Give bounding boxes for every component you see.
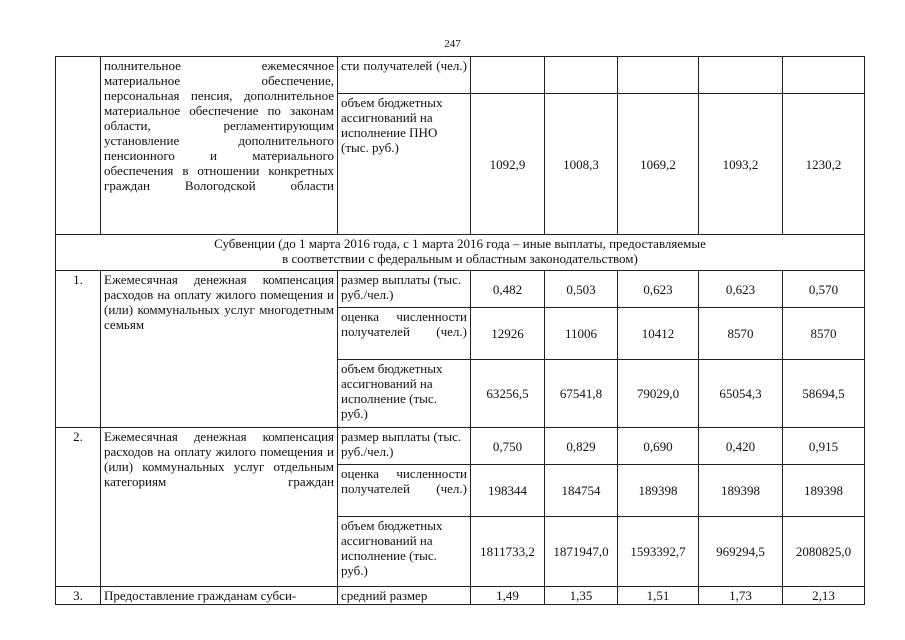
value-cell: 1069,2 [618, 94, 699, 235]
table-row [56, 57, 865, 94]
item-description: Предоставление гражданам субси- [101, 587, 338, 605]
value-cell: 1093,2 [699, 94, 783, 235]
value-cell: 1,49 [471, 587, 545, 605]
value-cell: 189398 [699, 465, 783, 517]
value-cell: 1008,3 [545, 94, 618, 235]
item-index: 3. [56, 587, 101, 605]
table-row [56, 587, 865, 605]
value-cell: 2,13 [783, 587, 865, 605]
value-cell: 0,915 [783, 428, 865, 465]
value-cell: 8570 [699, 308, 783, 360]
section-header-line-2: в соответствии с федеральным и областным законодательством) [282, 251, 638, 266]
value-cell: 8570 [783, 308, 865, 360]
item-index: 2. [56, 428, 101, 587]
table-row [56, 428, 865, 465]
value-cell: 10412 [618, 308, 699, 360]
value-cell: 0,690 [618, 428, 699, 465]
value-cell: 58694,5 [783, 360, 865, 428]
value-cell: 1871947,0 [545, 517, 618, 587]
value-cell: 1230,2 [783, 94, 865, 235]
page-number: 247 [444, 38, 461, 50]
indicator-label: объем бюджетных ассигнований на исполнение (тыс. руб.) [338, 360, 471, 428]
indicator-label: объем бюджетных ассигнований на исполнение ПНО (тыс. руб.) [338, 94, 471, 235]
value-cell: 0,623 [699, 271, 783, 308]
value-cell: 65054,3 [699, 360, 783, 428]
value-cell: 1593392,7 [618, 517, 699, 587]
value-cell: 0,503 [545, 271, 618, 308]
value-cell: 0,420 [699, 428, 783, 465]
indicator-label: размер выплаты (тыс. руб./чел.) [338, 428, 471, 465]
value-cell: 11006 [545, 308, 618, 360]
value-cell: 184754 [545, 465, 618, 517]
budget-table [55, 56, 865, 605]
item-description: Ежемесячная денежная компенсация расходов на оплату жилого помещения и (или) коммунальных услуг отдельным категориям граждан [101, 428, 338, 587]
value-cell: 1092,9 [471, 94, 545, 235]
value-cell: 79029,0 [618, 360, 699, 428]
value-cell: 0,750 [471, 428, 545, 465]
indicator-label: оценка численности получателей (чел.) [338, 308, 471, 360]
value-cell: 1,73 [699, 587, 783, 605]
value-cell: 0,482 [471, 271, 545, 308]
indicator-label: размер выплаты (тыс. руб./чел.) [338, 271, 471, 308]
value-cell: 198344 [471, 465, 545, 517]
value-cell: 1,51 [618, 587, 699, 605]
value-cell: 0,829 [545, 428, 618, 465]
table-row [56, 271, 865, 308]
value-cell: 969294,5 [699, 517, 783, 587]
index-cell [56, 57, 101, 235]
value-cell: 2080825,0 [783, 517, 865, 587]
item-description: полнительное ежемесячное материальное обеспечение, персональная пенсия, дополнительное материальное обеспечение по законам области, регламентирующим установление дополнительного пенсионного и материального обеспечения в отношении конкретных граждан Вологодской области [101, 57, 338, 235]
indicator-label: сти получателей (чел.) [338, 57, 471, 94]
item-index: 1. [56, 271, 101, 428]
section-header-line-1: Субвенции (до 1 марта 2016 года, с 1 марта 2016 года – иные выплаты, предоставляемые [214, 236, 706, 251]
section-header-row [56, 235, 865, 271]
indicator-label: объем бюджетных ассигнований на исполнение (тыс. руб.) [338, 517, 471, 587]
value-cell: 189398 [618, 465, 699, 517]
value-cell: 63256,5 [471, 360, 545, 428]
value-cell: 1811733,2 [471, 517, 545, 587]
item-description: Ежемесячная денежная компенсация расходов на оплату жилого помещения и (или) коммунальных услуг многодетным семьям [101, 271, 338, 428]
value-cell: 1,35 [545, 587, 618, 605]
value-cell: 0,570 [783, 271, 865, 308]
value-cell: 67541,8 [545, 360, 618, 428]
indicator-label: оценка численности получателей (чел.) [338, 465, 471, 517]
section-header [56, 235, 865, 271]
value-cell: 0,623 [618, 271, 699, 308]
value-cell: 189398 [783, 465, 865, 517]
indicator-label: средний размер [338, 587, 471, 605]
value-cell: 12926 [471, 308, 545, 360]
